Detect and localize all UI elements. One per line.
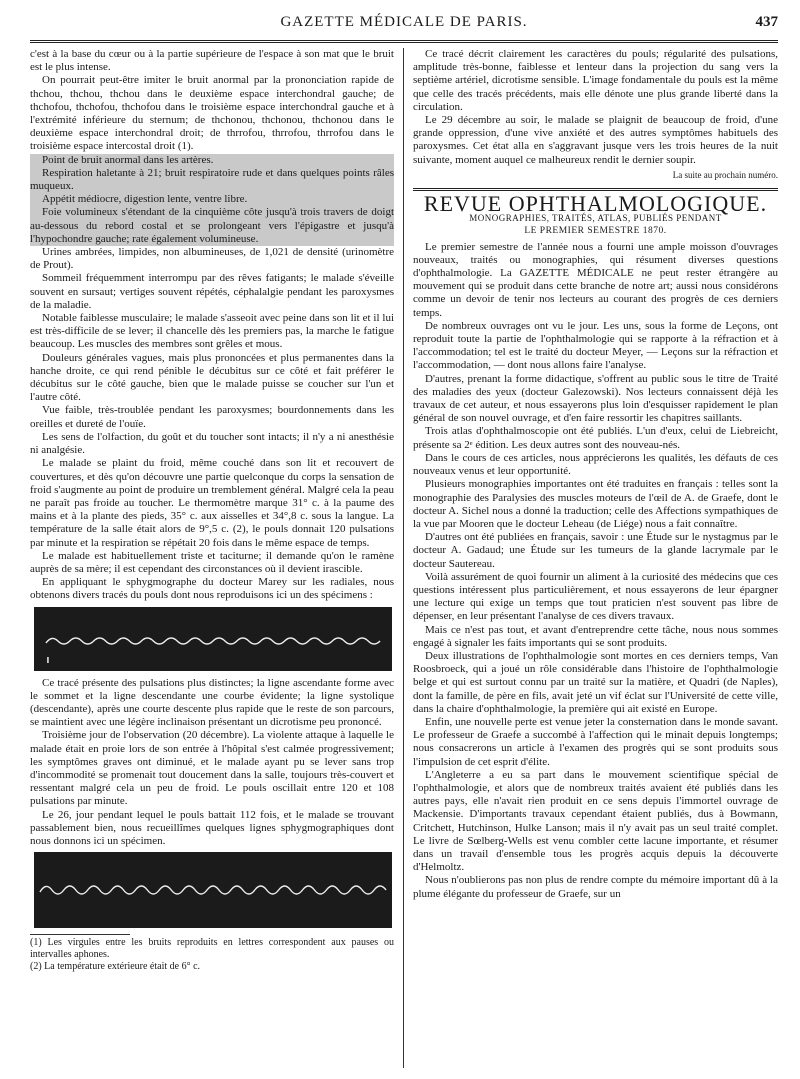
paragraph: Douleurs générales vagues, mais plus prononcées et plus permanentes dans la hanche droite, ce qui rend pénible le décubitus sur ce côté et fait préférer le décubitus sur le côté gauche, bien que le malade puisse se coucher sur l'un et l'autre côté. [30,351,394,404]
paragraph: Notable faiblesse musculaire; le malade s'asseoit avec peine dans son lit et il lui est très-difficile de se lever; il chancelle dès les premiers pas, la marche le fatigue beaucoup. Les muscles des membres sont grêles et mous. [30,312,394,351]
paragraph: Dans le cours de ces articles, nous apprécierons les qualités, les défauts de ces nouveaux venus et leur opportunité. [413,451,778,478]
paragraph: Trois atlas d'ophthalmoscopie ont été publiés. L'un d'eux, celui de Liebreicht, présente sa 2ᵉ édition. Les deux autres sont des nouveau-nés. [413,425,778,451]
section-subtitle: MONOGRAPHIES, TRAITÉS, ATLAS, PUBLIÉS PENDANT [469,213,722,224]
continued-note: La suite au prochain numéro. [672,169,778,180]
column-divider [403,48,404,1068]
paragraph: Plusieurs monographies importantes ont été traduites en français : telles sont la monographie des Paralysies des muscles moteurs de l'œil de A. de Graefe, dont le docteur A. Sichel nous a donné la traduction; celle des Affections sympathiques de la vue par Mooren que le docteur Leheau (de Liége) nous a fait connaître. [413,478,778,530]
paragraph: Le 29 décembre au soir, le malade se plaignit de beaucoup de froid, d'une grande oppression, d'une vive anxiété et des autres symptômes habituels des paroxysmes. Cet état alla en s'aggravant jusque vers les trois heures de la nuit suivante, moment auquel ce malheureux rendit le dernier soupir. [413,114,778,166]
paragraph: Foie volumineux s'étendant de la cinquième côte jusqu'à trois travers de doigt au-dessous du rebord costal et se prolongeant vers l'épigastre et jusqu'à l'hypochondre gauche; rate également volumineuse. [30,206,394,245]
paragraph: Ce tracé décrit clairement les caractères du pouls; régularité des pulsations, amplitude très-bonne, faiblesse et lenteur dans la projection du sang vers la septième artériel, dicrotisme sensible. L'image fondamentale du pouls est la même que celle des tracés précédents, mais elle dénote une plus grande liberté dans la circulation. [413,48,778,113]
left-column [30,48,394,973]
paragraph: L'Angleterre a eu sa part dans le mouvement scientifique spécial de l'ophthalmologie, et alors que de nombreux traités avaient été publiés dans les autres pays, elle n'avait rien produit en ce sens depuis l'immortel ouvrage de Mackensie. D'importants travaux cependant étaient publiés, dus à Bowmann, Critchett, Hutchinson, Hulke Lanson; mais il n'y avait pas un seul traité complet. Le livre de Sœlberg-Wells est venu combler cette lacune importante, et résumer dans un travail d'ensemble tous les progrès acquis depuis la découverte d'Helmoltz. [413,768,778,874]
paragraph: Urines ambrées, limpides, non albumineuses, de 1,021 de densité (urinomètre de Prout). [30,246,394,272]
paragraph: Enfin, une nouvelle perte est venue jeter la consternation dans le monde savant. Le professeur de Graefe a succombé à l'affection qui le minait depuis longtemps; nous consacrerons un article à l'examen des progrès qui se sont produits sous l'impulsion de cet esprit d'élite. [413,715,778,768]
paragraph: On pourrait peut-être imiter le bruit anormal par la prononciation rapide de thchou, thchou, thchou dans le deuxième espace interchondral gauche; de thchofou, thchofou, thchofou dans le troisième espace interchondral gauche et à l'extrémité inférieure du sternum; de thchonou, thchonou, thchonou dans le deuxième espace interchondral droit; de thrrofou, thrrofou, thrrofou dans le troisième espace intercostal droit (1). [30,74,394,153]
paragraph: Le malade est habituellement triste et taciturne; il demande qu'on le ramène auprès de sa mère; il est cependant des circonstances où il devient irascible. [30,549,394,575]
right-column [413,48,778,901]
paragraph: De nombreux ouvrages ont vu le jour. Les uns, sous la forme de Leçons, ont reproduit toute la partie de l'ophthalmologie qui se rapporte à la réfraction et à l'accommodation; tel est le traité du docteur Meyer, — Leçons sur la réfraction et l'accommodation, — dont nous allons faire l'analyse. [413,319,778,372]
paragraph: D'autres, prenant la forme didactique, s'offrent au public sous le titre de Traité des maladies des yeux (docteur Galezowski). Nos lecteurs connaissent déjà les travaux de cet auteur, et nous essayerons plus loin d'esquisser rapidement le plan général de son nouvel ouvrage, et d'en faire ressortir les chapitres saillants. [413,372,778,425]
paragraph: Les sens de l'olfaction, du goût et du toucher sont intacts; il n'y a ni anesthésie ni analgésie. [30,430,394,457]
paragraph: Deux illustrations de l'ophthalmologie sont mortes en ces derniers temps, Van Roosbroeck, qui a joué un rôle considérable dans l'histoire de l'ophthalmologie belge et qui est surtout connu par un traité sur la matière, et Quadri (de Naples), dont la famille, de père en fils, avait jeté un vif éclat sur l'Université de cette ville, dans la chaire d'ophthalmologie, la première qui ait existé en Europe. [413,649,778,715]
paragraph: Ce tracé présente des pulsations plus distinctes; la ligne ascendante forme avec le sommet et la ligne descendante une courbe évidente; la ligne systolique (descendante), après une courte descente plus rapide que le reste de son parcours, se maintient avec une légère inclinaison présentant un dicrotisme peu prononcé. [30,676,394,729]
footnote: (1) Les virgules entre les bruits reproduits en lettres correspondent aux pauses ou intervalles aphones. [30,937,394,961]
paragraph: En appliquant le sphygmographe du docteur Marey sur les radiales, nous obtenons divers tracés du pouls dont nous reproduisons ici un des spécimens : [30,576,394,602]
paragraph: Mais ce n'est pas tout, et avant d'entreprendre cette tâche, nous nous sommes engagé à signaler les faits importants qui se sont produits. [413,623,778,649]
pulse-tracing-image [34,852,392,928]
pulse-tracing-image [34,607,392,671]
paragraph: c'est à la base du cœur ou à la partie supérieure de l'espace à son mat que le bruit est le plus intense. [30,48,394,74]
paragraph: Le malade se plaint du froid, même couché dans son lit et recouvert de couvertures, et dès qu'on découvre une partie quelconque du corps la sensation de froid s'augmente au point de produire un tremblement général. Malgré cela la peau ne paraît pas froide au toucher. Le thermomètre marque 31° c. à la paume des mains et à la plante des pieds, 35° c. aux aisselles et 34°,8 c. sous la langue. La température de la salle était alors de 9°,5 c. (2), le pouls donnait 120 pulsations par minute et la respiration se répétait 20 fois dans le même espace de temps. [30,457,394,549]
paragraph: Le premier semestre de l'année nous a fourni une ample moisson d'ouvrages nouveaux, traités ou monographies, qui résument diverses questions d'ophthalmologie. La GAZETTE MÉDICALE ne peut rester étrangère au mouvement qui se produit dans cette branche de notre art; aussi nous considérons comme un devoir de tenir nos lecteurs au courant des progrès de ces derniers temps. [413,240,778,319]
paragraph: Le 26, jour pendant lequel le pouls battait 112 fois, et le malade se trouvant passablement bien, nous recueillîmes quelques lignes sphygmographiques dont nous donnons ici un spécimen. [30,808,394,847]
footnote-rule [30,934,130,935]
header-rule [30,40,778,43]
paragraph: Troisième jour de l'observation (20 décembre). La violente attaque à laquelle le malade était en proie lors de son entrée à l'hôpital s'est calmée progressivement; les symptômes graves ont diminué, et le malade ayant pu se lever sans trop d'incommodité se promenait tout doucement dans la salle, toujours très-couvert et ressentant malgré cela un peu de froid. Le pouls oscillait entre 120 et 108 pulsations par minute. [30,729,394,808]
journal-title: GAZETTE MÉDICALE DE PARIS. [280,14,528,30]
section-title: REVUE OPHTHALMOLOGIQUE. [423,191,768,217]
footnote: (2) La température extérieure était de 6° c. [30,961,201,973]
paragraph: Nous n'oublierons pas non plus de rendre compte du mémoire important dû à la plume élégante du professeur de Graefe, sur un [413,874,778,900]
page-number: 437 [755,14,778,30]
page-header [30,10,778,46]
section-subtitle-date: LE PREMIER SEMESTRE 1870. [524,226,667,237]
paragraph: Appétit médiocre, digestion lente, ventre libre. [30,193,394,206]
paragraph: Voilà assurément de quoi fournir un aliment à la curiosité des médecins que ces questions intéressent plus particulièrement, et nous essayerons de leur épargner une lecture qui exige un temps que tout praticien n'est souvent pas libre de dépenser, en leur présentant l'analyse de ces divers travaux. [413,570,778,623]
paragraph: Vue faible, très-troublée pendant les paroxysmes; bourdonnements dans les oreilles et dureté de l'ouïe. [30,404,394,430]
paragraph: Sommeil fréquemment interrompu par des rêves fatigants; le malade s'éveille souvent en sursaut; vertiges souvent répétés, céphalalgie pendant les paroxysmes de la maladie. [30,272,394,311]
paragraph: Respiration haletante à 21; bruit respiratoire rude et dans quelques points râles muqueux. [30,166,394,193]
paragraph: Point de bruit anormal dans les artères. [30,154,394,167]
paragraph: D'autres ont été publiées en français, savoir : une Étude sur le nystagmus par le docteur A. Gadaud; une Étude sur les tumeurs de la glande lacrymale par le docteur Sautereau. [413,531,778,570]
